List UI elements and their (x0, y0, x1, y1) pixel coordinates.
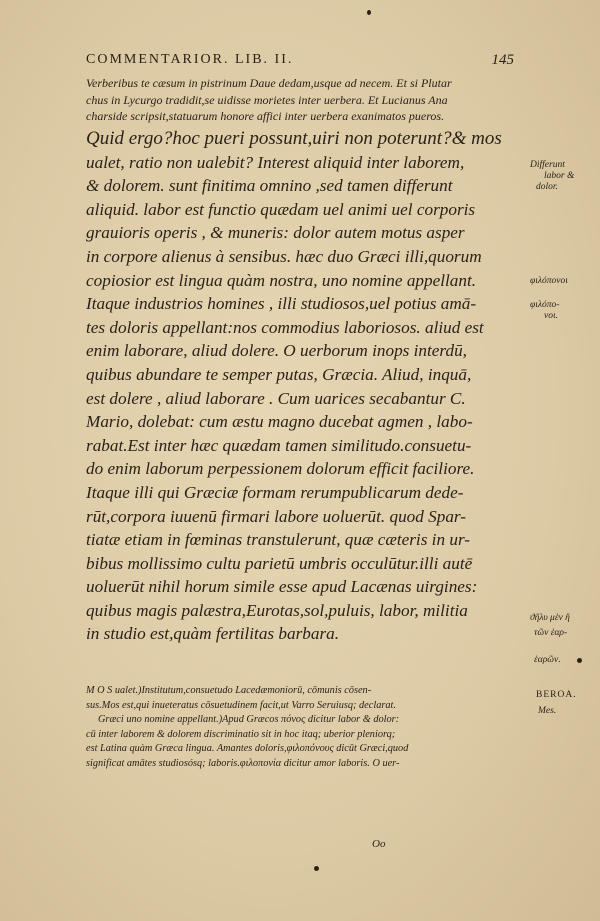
margin-note-line: φιλόπο- (530, 300, 560, 310)
commentary-note-mes: Mes. (538, 706, 557, 716)
margin-note-differunt (530, 160, 574, 193)
margin-note-line: ἑαρῶν. (534, 655, 561, 665)
text-line: Itaque industrios homines , illi studiosos,uel potius amā- (86, 294, 477, 314)
text-line: grauioris operis , & muneris: dolor autem motus asper (86, 223, 465, 243)
margin-note-line: φιλόπονοι (530, 276, 568, 286)
text-line: in corpore alienus à sensibus. hæc duo Græci illi,quorum (86, 246, 482, 266)
commentary-note-beroa: BEROA. (536, 690, 577, 700)
running-title: COMMENTARIOR. LIB. II. (86, 52, 294, 67)
margin-note-greek-a (530, 276, 568, 322)
text-line: tiatæ etiam in fœminas transtulerunt, quæ cæteris in ur- (86, 530, 471, 550)
margin-note-line: labor & (544, 171, 575, 181)
commentary-line: cū inter laborem & dolorem discriminatio sit in hoc itaq; uberior pleniorq; (86, 728, 396, 740)
page-number: 145 (491, 52, 514, 68)
ink-speck (367, 10, 371, 15)
catchword: Oo (372, 838, 386, 850)
intro-line: Verberibus te cæsum in pistrinum Daue dedam,usque ad necem. Et si Plutar (86, 76, 452, 90)
text-line: uoluerūt nihil horum simile esse apud Lacænas uirgines: (86, 577, 478, 597)
text-line: bibus mollissimo cultu parietū umbris occulūtur.illi autē (86, 553, 473, 573)
text-line: Mario, dolebat: cum æstu magno ducebat agmen , labo- (86, 412, 473, 432)
margin-note-line: τῶν ἑαρ- (534, 628, 568, 638)
margin-note-line: Differunt (530, 160, 565, 170)
text-line: rabat.Est inter hæc quædam tamen similitudo.consuetu- (86, 435, 472, 455)
text-line: Itaque illi qui Græciæ formam rerumpublicarum dede- (86, 482, 464, 502)
intro-line: charside scripsit,statuarum honore affici inter uerbera exanimatos pueros. (86, 109, 445, 123)
commentary-line: significat amātes studiosósq; laboris.φιλοπονία dicitur amor laboris. O uer- (86, 757, 400, 769)
text-line: do enim laborum perpessionem dolorum efficit faciliore. (86, 459, 475, 479)
ink-speck (314, 866, 319, 871)
margin-note-greek-b (530, 613, 570, 666)
text-line: ualet, ratio non ualebit? Interest aliquid inter laborem, (86, 152, 465, 172)
commentary-line: sus.Mos est,qui inueteratus cōsuetudinem facit,ut Varro Seruiusq; declarat. (86, 699, 396, 711)
text-line: est dolere , aliud laborare . Cum uarices secabantur C. (86, 388, 466, 408)
text-line: aliquid. labor est functio quædam uel animi uel corporis (86, 199, 476, 219)
intro-commentary (86, 75, 516, 125)
commentary-line: Græci uno nomine appellant.)Apud Græcos πόνος dicitur labor & dolor: (98, 714, 400, 726)
text-line: in studio est,quàm fertilitas barbara. (86, 624, 340, 644)
commentary-line: M O S ualet.)Institutum,consuetudo Lacedæmoniorū, cōmunis cōsen- (86, 685, 372, 696)
commentary-line: est Latina quàm Græca lingua. Amantes doloris,φιλοπόνους dicūt Græci,quod (86, 743, 409, 755)
text-line: & dolorem. sunt finitima omnino ,sed tamen differunt (86, 176, 453, 196)
text-line: enim laborare, aliud dolere. O uerborum inops interdū, (86, 341, 467, 361)
text-line: quibus magis palæstra,Eurotas,sol,puluis, labor, militia (86, 600, 468, 620)
text-line: copiosior est lingua quàm nostra, uno nomine appellant. (86, 270, 477, 290)
margin-note-line: ϑῆλυ μὲν ἤ (530, 613, 570, 623)
commentary-block (86, 684, 526, 772)
margin-note-line: νοι. (544, 311, 558, 321)
main-text (86, 127, 526, 646)
ink-speck (577, 658, 582, 663)
text-line: quibus abundare te semper putas, Græcia. Aliud, inquā, (86, 364, 472, 384)
intro-line: chus in Lycurgo tradidit,se uidisse morietes inter uerbera. Et Lucianus Ana (86, 92, 448, 107)
text-line: rūt,corpora iuuenū firmari labore uoluerūt. quod Spar- (86, 506, 467, 526)
margin-note-line: dolor. (536, 182, 558, 192)
text-line: tes doloris appellant:nos commodius laboriosos. aliud est (86, 317, 484, 337)
text-line: Quid ergo?hoc pueri possunt,uiri non poterunt?& mos (86, 128, 502, 149)
